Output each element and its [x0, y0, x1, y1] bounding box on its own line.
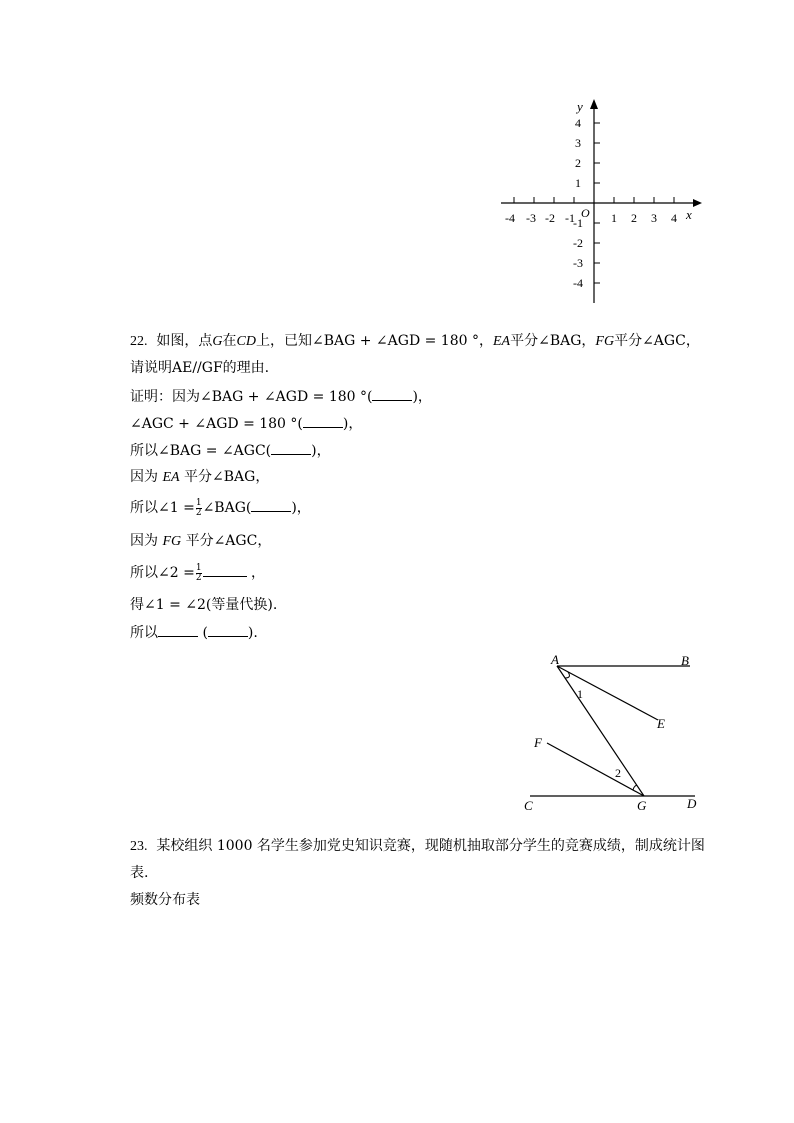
point-g-label: G: [637, 798, 647, 813]
proof-line-6-fg: FG: [162, 534, 182, 549]
proof-line-4-ea: EA: [162, 470, 180, 485]
segment-ag: [557, 666, 644, 796]
y-axis-arrow-icon: [590, 99, 598, 109]
proof-line-4: [130, 467, 269, 488]
proof-line-7: [130, 562, 265, 583]
proof-blank-1[interactable]: [372, 386, 412, 401]
proof-line-2-text: ∠AGC + ∠AGD = 180 °(: [130, 416, 303, 432]
proof-line-3-text: 所以∠BAG = ∠AGC(: [130, 443, 272, 459]
proof-line-3: [130, 440, 331, 461]
proof-line-5-a: 所以∠1 =: [130, 500, 195, 516]
proof-line-9-a: 所以: [130, 625, 158, 641]
proof-line-5-b: ∠BAG(: [202, 500, 252, 516]
q22-statement: [130, 331, 700, 352]
proof-line-9-b: (: [202, 625, 208, 641]
segment-ae: [557, 666, 658, 720]
q22-ray-ea: EA: [492, 334, 511, 349]
proof-line-9-end: ).: [247, 625, 258, 641]
q22-stmt-d: 平分∠BAG，: [510, 333, 596, 349]
q22-stmt-c: 上，已知∠BAG + ∠AGD = 180 °，: [255, 333, 493, 349]
q22-stmt-a: 如图，点: [156, 333, 213, 349]
proof-line-7-a: 所以∠2 =: [130, 565, 195, 581]
x-axis-label: x: [686, 207, 692, 222]
angle-2-label: 2: [615, 766, 621, 780]
y-tick-label: -2: [573, 236, 583, 250]
point-a-label: A: [551, 652, 559, 667]
x-tick-label: -3: [526, 211, 536, 225]
y-tick-label: -4: [573, 276, 583, 290]
angle-1-arc: [565, 672, 569, 678]
proof-blank-3[interactable]: [271, 440, 311, 455]
proof-line-5-end: )，: [291, 500, 311, 516]
proof-line-3-end: )，: [311, 443, 331, 459]
proof-blank-9a[interactable]: [158, 622, 198, 637]
q23-statement: [130, 836, 705, 857]
proof-line-2-end: )，: [342, 416, 363, 432]
y-tick-label: -1: [573, 216, 583, 230]
q23-text-cont: 表.: [130, 865, 149, 881]
proof-line-7-end: ，: [251, 565, 266, 581]
x-axis-arrow-icon: [693, 199, 702, 207]
angle-1-label: 1: [577, 687, 583, 701]
y-tick-label: -3: [573, 256, 583, 270]
q22-point-g: G: [212, 334, 223, 349]
proof-line-9: [130, 622, 258, 643]
q22-number: 22.: [130, 334, 148, 349]
proof-line-6-a: 因为: [130, 533, 158, 549]
y-tick-label: 3: [575, 136, 581, 150]
proof-blank-9b[interactable]: [208, 622, 248, 637]
segment-fg: [547, 743, 644, 796]
x-tick-label: 4: [671, 211, 677, 225]
proof-line-1: [130, 386, 432, 407]
y-tick-label: 4: [575, 116, 581, 130]
q22-stmt-e: 平分∠AGC，: [614, 333, 700, 349]
proof-line-5: [130, 497, 311, 518]
proof-blank-5[interactable]: [251, 497, 291, 512]
proof-line-6-b: 平分∠AGC，: [185, 533, 272, 549]
proof-line-2: [130, 413, 362, 434]
proof-line-4-b: 平分∠BAG，: [184, 469, 270, 485]
y-axis-label: y: [577, 99, 583, 114]
x-tick-label: -2: [545, 211, 555, 225]
geometry-figure: [520, 648, 710, 818]
coordinate-plane: [495, 95, 705, 310]
angle-2-arc: [633, 785, 637, 790]
x-tick-label: 2: [631, 211, 637, 225]
x-tick-label: 3: [651, 211, 657, 225]
proof-line-1-text: 证明：因为∠BAG + ∠AGD = 180 °(: [130, 389, 373, 405]
y-tick-label: 2: [575, 156, 581, 170]
frequency-table-title: 频数分布表: [130, 892, 200, 908]
q22-ray-fg: FG: [595, 334, 615, 349]
x-tick-label: -4: [505, 211, 515, 225]
proof-line-1-end: )，: [412, 389, 432, 405]
q23-text: 某校组织 1000 名学生参加党史知识竞赛，现随机抽取部分学生的竞赛成绩，制成统计图: [156, 838, 705, 854]
fraction-half: $\frac{1}{2}$: [195, 497, 202, 518]
q22-stmt-b: 在: [222, 333, 237, 349]
q22-ask: 请说明AE//GF的理由.: [130, 360, 270, 376]
point-f-label: F: [534, 735, 542, 750]
fraction-half: $\frac{1}{2}$: [195, 562, 202, 583]
proof-blank-7[interactable]: [203, 562, 247, 577]
x-tick-label: -1: [565, 211, 575, 225]
proof-line-4-a: 因为: [130, 469, 158, 485]
point-b-label: B: [681, 653, 689, 668]
q23-number: 23.: [130, 839, 148, 854]
proof-blank-2[interactable]: [303, 413, 343, 428]
q22-line-cd: CD: [236, 334, 256, 349]
y-tick-label: 1: [575, 176, 581, 190]
proof-line-8: 得∠1 = ∠2(等量代换).: [130, 597, 278, 613]
point-d-label: D: [687, 796, 697, 811]
point-c-label: C: [524, 798, 533, 813]
origin-label: O: [581, 206, 590, 220]
proof-line-6: [130, 531, 271, 552]
point-e-label: E: [657, 716, 665, 731]
x-tick-label: 1: [611, 211, 617, 225]
